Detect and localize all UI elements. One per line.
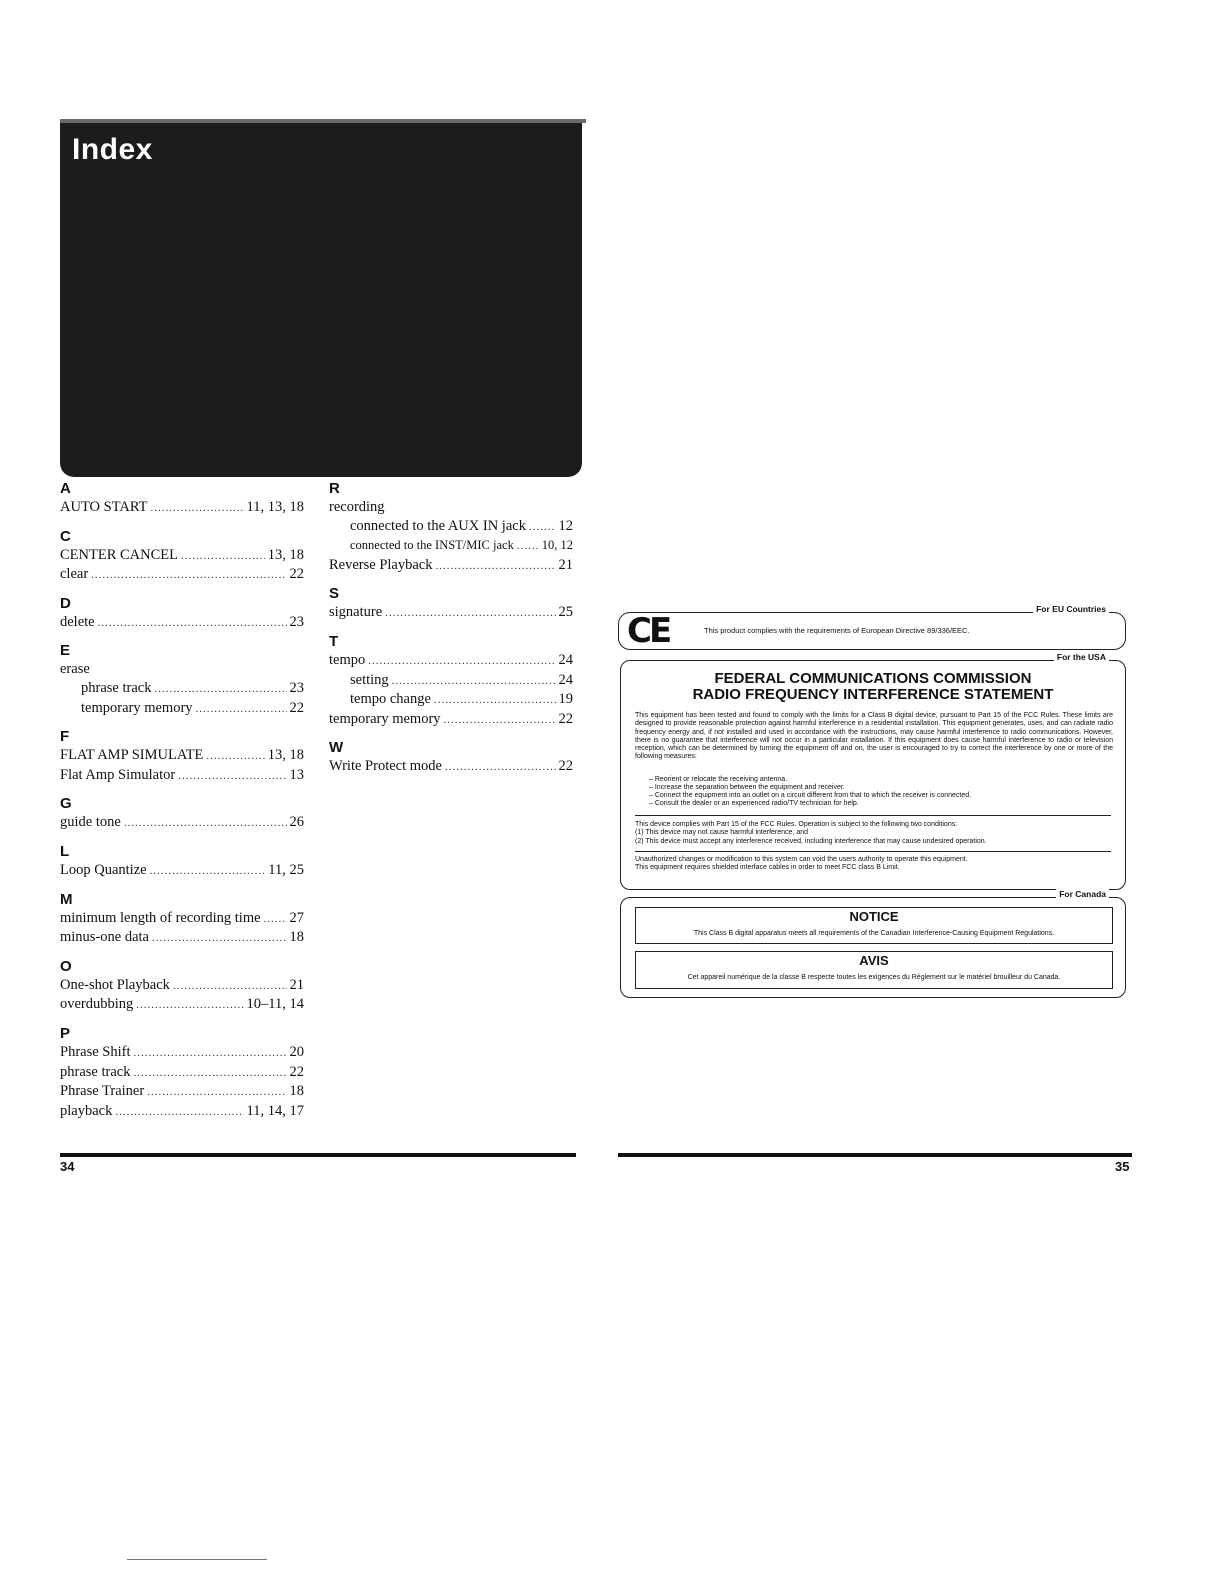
notice-text: This Class B digital apparatus meets all requirements of the Canadian Interference-Causing Equipment Regulations. bbox=[693, 930, 1055, 937]
index-letter-heading: R bbox=[329, 480, 340, 497]
index-term: CENTER CANCEL bbox=[60, 546, 179, 563]
fcc-condition-2: (2) This device must accept any interference received, including interference that may cause undesired operation. bbox=[635, 837, 987, 845]
index-page-numbers: 22 bbox=[289, 566, 304, 583]
footer-rule-right bbox=[618, 1153, 1132, 1157]
index-entry bbox=[60, 861, 304, 881]
page-number-right: 35 bbox=[1115, 1159, 1130, 1174]
index-letter-heading: T bbox=[329, 632, 339, 650]
index-leader-dots bbox=[147, 1083, 286, 1102]
index-page-numbers: 10, 12 bbox=[541, 538, 573, 553]
index-letter-heading: M bbox=[60, 890, 73, 908]
index-term: temporary memory bbox=[329, 710, 441, 727]
index-page-numbers: 22 bbox=[289, 699, 304, 716]
index-page-numbers: 21 bbox=[289, 976, 304, 993]
notice-box-en bbox=[635, 907, 1113, 944]
index-entry bbox=[60, 766, 304, 786]
index-column-left bbox=[60, 479, 304, 1121]
list-item: – Consult the dealer or an experienced radio/TV technician for help. bbox=[649, 800, 971, 808]
index-leader-dots bbox=[434, 691, 556, 710]
fcc-unauthorized-changes: Unauthorized changes or modification to this system can void the users authority to operate this equipment. bbox=[635, 856, 968, 863]
index-entry bbox=[60, 813, 304, 833]
eu-region-label: For EU Countries bbox=[1033, 604, 1109, 614]
index-page-numbers: 13 bbox=[289, 766, 304, 783]
divider bbox=[635, 815, 1111, 816]
index-term: FLAT AMP SIMULATE bbox=[60, 747, 204, 764]
index-page-numbers: 13, 18 bbox=[267, 747, 304, 764]
fcc-title bbox=[621, 671, 1125, 703]
index-letter-heading: P bbox=[60, 1024, 71, 1042]
eu-compliance-text: This product complies with the requirements of European Directive 89/336/EEC. bbox=[704, 626, 970, 635]
index-page-numbers: 11, 14, 17 bbox=[246, 1102, 304, 1119]
index-leader-dots bbox=[206, 747, 264, 766]
fcc-paragraph-3 bbox=[635, 856, 1113, 873]
index-leader-dots bbox=[368, 652, 555, 671]
list-item: – Increase the separation between the equipment and receiver. bbox=[649, 784, 971, 792]
index-letter-heading: C bbox=[60, 527, 71, 545]
fcc-condition-1: (1) This device may not cause harmful interference, and bbox=[635, 829, 809, 837]
notice-box-fr bbox=[635, 951, 1113, 989]
index-entry bbox=[329, 517, 573, 537]
index-term: guide tone bbox=[60, 814, 121, 831]
index-entry bbox=[60, 565, 304, 585]
notice-title: NOTICE bbox=[849, 909, 899, 924]
ce-mark-icon: CE bbox=[627, 611, 670, 651]
index-entry bbox=[329, 690, 573, 710]
index-leader-dots bbox=[154, 680, 286, 699]
index-term: Loop Quantize bbox=[60, 861, 147, 878]
index-leader-dots bbox=[517, 537, 539, 556]
index-page-numbers: 12 bbox=[558, 517, 573, 534]
index-leader-dots bbox=[115, 1103, 243, 1122]
index-leader-dots bbox=[445, 758, 556, 777]
index-term: One-shot Playback bbox=[60, 976, 170, 993]
fcc-condition-intro: This device complies with Part 15 of the FCC Rules. Operation is subject to the following two conditions: bbox=[635, 821, 958, 828]
index-leader-dots bbox=[133, 1064, 286, 1083]
index-term: Flat Amp Simulator bbox=[60, 766, 176, 783]
index-term: clear bbox=[60, 566, 89, 583]
index-entry bbox=[60, 995, 304, 1015]
index-leader-dots bbox=[444, 711, 556, 730]
index-page-numbers: 26 bbox=[289, 814, 304, 831]
index-entry bbox=[329, 651, 573, 671]
index-term: playback bbox=[60, 1102, 113, 1119]
index-page-numbers: 18 bbox=[289, 1083, 304, 1100]
index-page-numbers: 22 bbox=[289, 1063, 304, 1080]
index-page-numbers: 11, 13, 18 bbox=[246, 499, 304, 515]
index-letter-heading: D bbox=[60, 594, 71, 612]
index-leader-dots bbox=[150, 862, 266, 881]
usa-region-label: For the USA bbox=[1054, 652, 1109, 662]
index-page-numbers: 19 bbox=[558, 691, 573, 708]
index-letter-heading: W bbox=[329, 739, 344, 757]
index-entry bbox=[60, 498, 304, 518]
index-page-numbers: 13, 18 bbox=[267, 546, 304, 563]
index-page-numbers: 24 bbox=[558, 671, 573, 688]
index-entry bbox=[60, 1043, 304, 1063]
index-term: minus-one data bbox=[60, 929, 149, 946]
eu-notice-box bbox=[618, 604, 1126, 651]
index-letter-heading: A bbox=[60, 480, 71, 497]
index-term: connected to the INST/MIC jack bbox=[350, 538, 514, 553]
index-page-numbers: 23 bbox=[289, 679, 304, 696]
index-leader-dots bbox=[435, 557, 555, 576]
index-leader-dots bbox=[529, 518, 556, 537]
index-leader-dots bbox=[136, 996, 243, 1015]
footer-rule-left bbox=[60, 1153, 576, 1157]
index-term: Write Protect mode bbox=[329, 758, 442, 775]
index-leader-dots bbox=[392, 672, 556, 691]
index-letter-heading: S bbox=[329, 585, 340, 603]
avis-text: Cet appareil numérique de la classe B respecte toutes les exigences du Règlement sur le matériel brouilleur du Canada. bbox=[687, 974, 1061, 981]
index-entry bbox=[329, 603, 573, 623]
page-number-left: 34 bbox=[60, 1159, 75, 1174]
index-term: tempo change bbox=[350, 691, 431, 708]
fcc-paragraph-2 bbox=[635, 821, 1113, 846]
index-term: Phrase Shift bbox=[60, 1043, 131, 1060]
index-header-top-rule bbox=[60, 119, 586, 123]
index-header-bar bbox=[60, 121, 582, 477]
canada-region-label: For Canada bbox=[1056, 889, 1109, 899]
index-leader-dots bbox=[98, 614, 287, 633]
index-entry bbox=[60, 1063, 304, 1083]
index-leader-dots bbox=[196, 700, 287, 719]
index-leader-dots bbox=[264, 910, 287, 929]
index-page-numbers: 20 bbox=[289, 1043, 304, 1060]
index-page-numbers: 11, 25 bbox=[268, 861, 304, 878]
index-entry bbox=[60, 613, 304, 633]
avis-title: AVIS bbox=[859, 953, 889, 968]
index-letter-heading: L bbox=[60, 842, 70, 860]
index-leader-dots bbox=[152, 929, 287, 948]
index-page-numbers: 22 bbox=[558, 710, 573, 727]
index-entry bbox=[60, 1102, 304, 1122]
index-entry bbox=[60, 909, 304, 929]
index-page-numbers: 24 bbox=[558, 651, 573, 668]
index-term: recording bbox=[329, 499, 385, 515]
index-entry bbox=[60, 1082, 304, 1102]
index-entry bbox=[329, 556, 573, 576]
index-leader-dots bbox=[181, 547, 265, 566]
fcc-measures-list bbox=[649, 776, 971, 808]
index-page-numbers: 21 bbox=[558, 556, 573, 573]
index-term: phrase track bbox=[60, 1063, 131, 1080]
index-page-numbers: 10–11, 14 bbox=[246, 996, 304, 1013]
index-letter-heading: E bbox=[60, 642, 71, 660]
index-column-right bbox=[329, 479, 573, 777]
index-term: connected to the AUX IN jack bbox=[350, 517, 526, 534]
index-header bbox=[60, 121, 582, 476]
index-term: phrase track bbox=[81, 679, 152, 696]
index-entry bbox=[329, 536, 573, 556]
divider bbox=[635, 851, 1111, 852]
index-leader-dots bbox=[124, 814, 287, 833]
index-entry bbox=[60, 928, 304, 948]
index-leader-dots bbox=[91, 566, 286, 585]
index-term: setting bbox=[350, 671, 389, 688]
index-term: erase bbox=[60, 661, 90, 678]
index-leader-dots bbox=[385, 604, 555, 623]
index-entry bbox=[329, 671, 573, 691]
index-leader-dots bbox=[133, 1044, 286, 1063]
index-entry bbox=[329, 710, 573, 730]
index-entry bbox=[60, 746, 304, 766]
index-term: minimum length of recording time bbox=[60, 909, 261, 926]
index-term: Reverse Playback bbox=[329, 556, 433, 573]
index-page-numbers: 25 bbox=[558, 604, 573, 621]
index-page-numbers: 22 bbox=[558, 758, 573, 775]
page-title: Index bbox=[72, 133, 153, 166]
fcc-title-line-1: FEDERAL COMMUNICATIONS COMMISSION bbox=[714, 670, 1032, 687]
index-leader-dots bbox=[178, 767, 286, 786]
index-letter-heading: G bbox=[60, 795, 72, 813]
index-term: AUTO START bbox=[60, 499, 148, 515]
index-term: Phrase Trainer bbox=[60, 1083, 145, 1100]
index-entry bbox=[60, 546, 304, 566]
index-page-numbers: 23 bbox=[289, 613, 304, 630]
index-term: temporary memory bbox=[81, 699, 193, 716]
index-page-numbers: 27 bbox=[289, 909, 304, 926]
blue-rule bbox=[127, 1559, 267, 1560]
index-term: tempo bbox=[329, 651, 366, 668]
index-entry bbox=[60, 660, 304, 679]
index-entry bbox=[329, 757, 573, 777]
index-entry bbox=[60, 976, 304, 996]
index-term: delete bbox=[60, 613, 95, 630]
index-entry bbox=[60, 699, 304, 719]
fcc-title-line-2: RADIO FREQUENCY INTERFERENCE STATEMENT bbox=[692, 686, 1054, 703]
index-term: signature bbox=[329, 604, 383, 621]
list-item: – Connect the equipment into an outlet on a circuit different from that to which the receiver is connected. bbox=[649, 792, 971, 800]
index-letter-heading: F bbox=[60, 728, 70, 746]
index-leader-dots bbox=[173, 977, 287, 996]
fcc-paragraph-1: This equipment has been tested and found to comply with the limits for a Class B digital device, pursuant to Part 15 of the FCC Rules. These limits are designed to provide reasonable protection against harmful interference in a residential installation. This equipment generates, uses, and can radiate radio frequency energy and, if not installed and used in accordance with the instructions, may cause harmful interference to radio communications. However, there is no guarantee that interference will not occur in a particular installation. If this equipment does cause harmful interference to radio or television reception, which can be determined by turning the equipment off and on, the user is encouraged to try to correct the interference by one or more of the following measures: bbox=[635, 712, 1113, 761]
index-leader-dots bbox=[151, 499, 244, 518]
fcc-shielded-cables: This equipment requires shielded interface cables in order to meet FCC class B Limit. bbox=[635, 864, 900, 872]
index-letter-heading: O bbox=[60, 957, 72, 975]
canada-notice-box bbox=[620, 889, 1126, 998]
index-term: overdubbing bbox=[60, 996, 134, 1013]
index-entry bbox=[329, 498, 573, 517]
list-item: – Reorient or relocate the receiving antenna. bbox=[649, 776, 971, 784]
fcc-notice-box bbox=[620, 652, 1126, 890]
index-page-numbers: 18 bbox=[289, 929, 304, 946]
index-entry bbox=[60, 679, 304, 699]
